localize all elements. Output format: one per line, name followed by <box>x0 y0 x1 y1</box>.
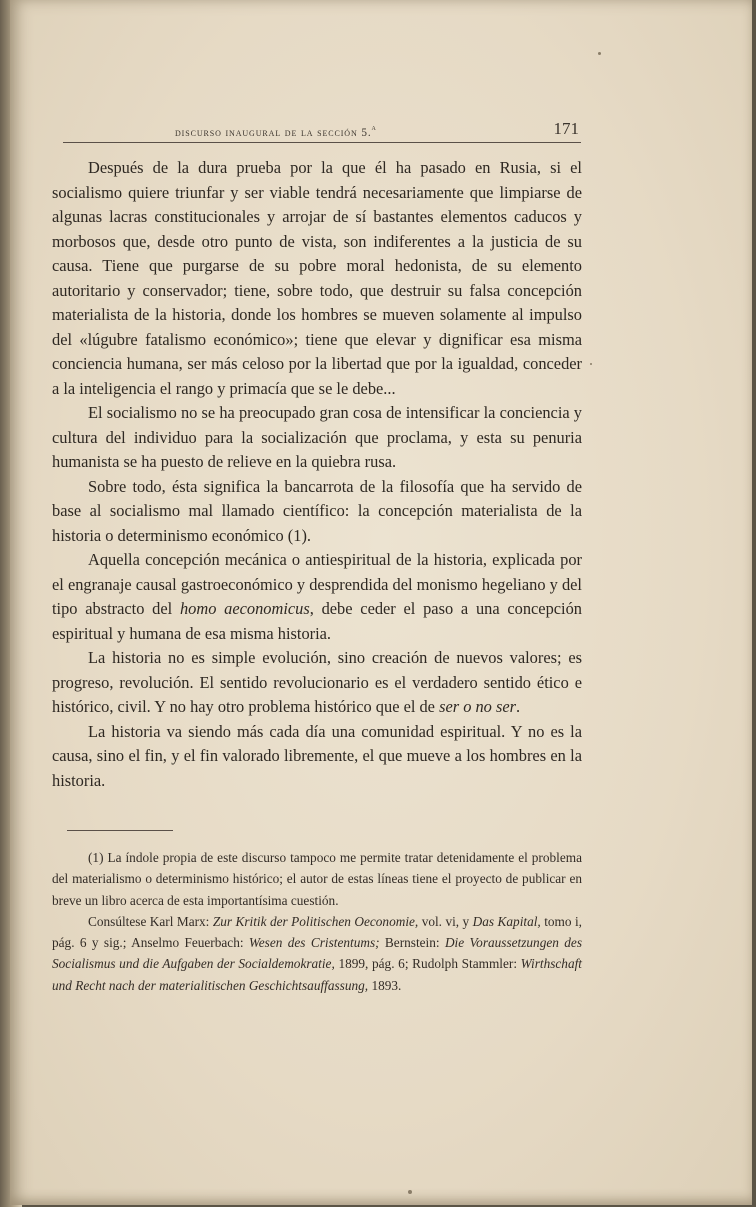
paper-speck <box>408 1190 412 1194</box>
ref-text-2: vol. vi, y <box>418 913 473 929</box>
ref-title-feuerbach: Wesen des Cristentums; <box>248 935 380 951</box>
ref-title-stammler: Wirthschaft und Recht nach der materialitischen Geschichtsauffassung, <box>52 956 582 993</box>
footnote-references <box>52 911 582 996</box>
paragraph-2-text: El socialismo no se ha preocupado gran cosa de intensificar la conciencia y cultura del individuo para la socialización que proclama, y esta su penuria humanista se ha puesto de relieve en la quiebra rusa. <box>52 403 582 471</box>
paper-speck <box>590 363 592 365</box>
paragraph-4-text-b: , debe ceder el paso a una concepción espiritual y humana de esa misma historia. <box>52 599 583 643</box>
footnote-1-text: (1) La índole propia de este discurso tampoco me permite tratar detenidamente el problema del materialismo o determinismo histórico; el autor de estas líneas tiene el proyecto de publicar en breve un libro acerca de esta importantísima cuestión. <box>52 850 582 908</box>
paragraph-4-text-a: Aquella concepción mecánica o antiespiritual de la historia, explicada por el engranaje causal gastroeconómico y desprendida del monismo hegeliano y del tipo abstracto del <box>52 550 582 618</box>
book-page <box>10 0 752 1205</box>
running-title <box>175 122 377 139</box>
paragraph-4 <box>52 548 582 646</box>
paragraph-6 <box>52 720 582 794</box>
page-number: 171 <box>553 119 579 138</box>
paragraph-5-text-a: La historia no es simple evolución, sino creación de nuevos valores; es progreso, revolución. El sentido revolucionario es el verdadero sentido ético e histórico, civil. Y no hay otro problema histórico que el de <box>52 648 582 716</box>
paragraph-1-text: Después de la dura prueba por la que él ha pasado en Rusia, si el socialismo quiere triunfar y ser viable tendrá necesariamente que limpiarse de algunas lacras constitucionales y arrojar de sí bastantes elementos caducos y morbosos que, desde otro punto de vista, son indiferentes a la justicia de su causa. Tiene que purgarse de su pobre moral hedonista, de su elemento autoritario y conservador; tiene, sobre todo, que destruir su falsa concepción materialista de la historia, donde los hombres se mueven solamente al impulso del «lúgubre fatalismo económico»; tiene que elevar y dignificar esa misma conciencia humana, ser más celoso por la libertad que por la igualdad, conceder a la inteligencia el rango y primacía que se le debe... <box>52 158 582 398</box>
footnote-1 <box>52 847 582 911</box>
ref-text-6: 1893. <box>368 977 402 993</box>
footnote-rule <box>67 830 173 831</box>
ref-text-3: tomo i, pág. 6 y sig.; Anselmo Feuerbach: <box>52 913 582 951</box>
paragraph-3-text: Sobre todo, ésta significa la bancarrota de la filosofía que ha servido de base al socialismo mal llamado científico: la concepción materialista de la historia o determinismo económico (1). <box>52 476 582 545</box>
paragraph-5-text-b: . <box>516 697 521 716</box>
page-header <box>63 118 581 143</box>
paragraph-5-italic-term: ser o no ser <box>439 697 517 716</box>
paragraph-3 <box>52 475 582 549</box>
main-text <box>52 156 582 793</box>
footnotes <box>52 847 582 996</box>
paragraph-2 <box>52 401 582 475</box>
paragraph-4-italic-term: homo aeconomicus <box>179 599 310 618</box>
ref-title-bernstein: Die Voraussetzungen des Socialismus und die Aufgaben der Socialdemokratie, <box>52 935 582 972</box>
ref-text-5: 1899, pág. 6; Rudolph Stammler: <box>334 956 521 972</box>
running-title-superscript: a <box>371 122 377 132</box>
running-title-text: discurso inaugural de la sección 5. <box>175 127 372 139</box>
paragraph-6-text: La historia va siendo más cada día una comunidad espiritual. Y no es la causa, sino el fin, y el fin valorado libremente, el que mueve a los hombres en la historia. <box>52 721 582 790</box>
paper-speck <box>598 52 601 55</box>
paragraph-5 <box>52 646 582 720</box>
ref-text-1: Consúltese Karl Marx: <box>88 913 213 929</box>
ref-title-das-kapital: Das Kapital, <box>472 913 541 929</box>
ref-title-marx-kritik: Zur Kritik der Politischen Oeconomie, <box>212 913 419 929</box>
paragraph-1 <box>52 156 582 401</box>
ref-text-4: Bernstein: <box>379 935 445 951</box>
